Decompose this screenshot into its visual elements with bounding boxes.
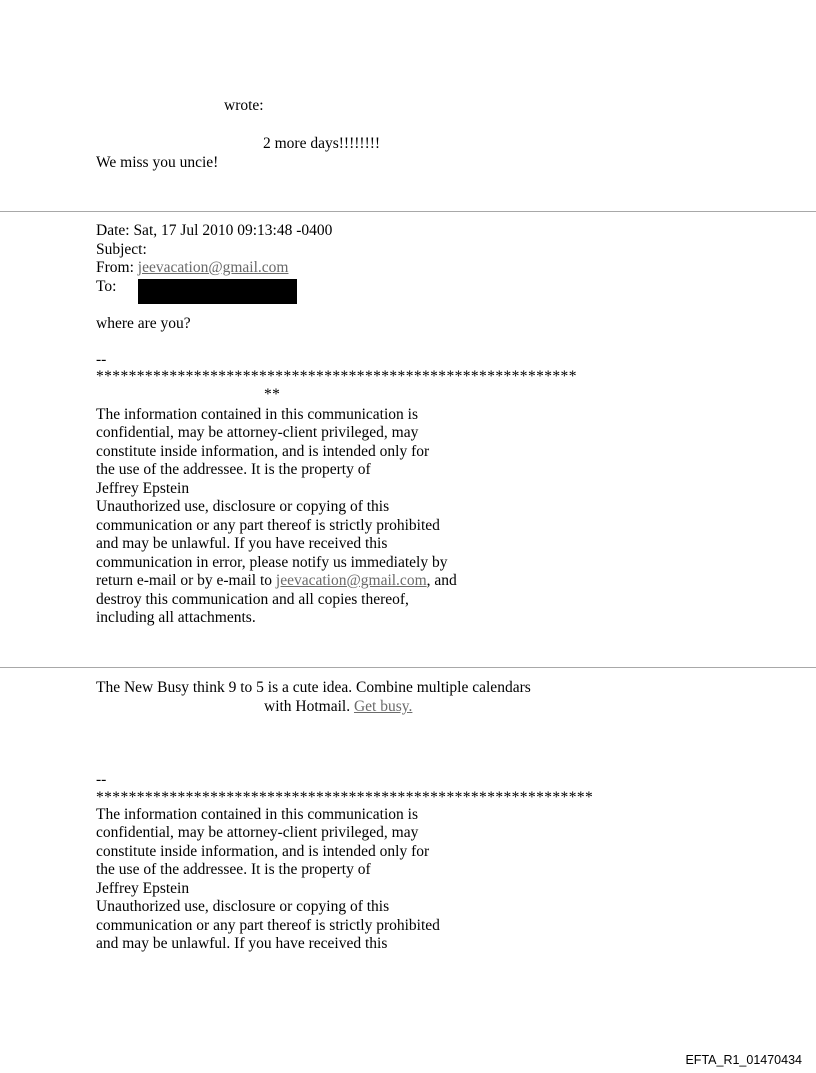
signature-stars-line: ***********************************************************	[96, 367, 577, 385]
ad-line-1: The New Busy think 9 to 5 is a cute idea. Combine multiple calendars	[96, 679, 531, 696]
disclaimer-line: The information contained in this communication is	[96, 805, 418, 823]
disclaimer-line: the use of the addressee. It is the property of	[96, 861, 371, 878]
disclaimer-line: confidential, may be attorney-client privileged, may	[96, 424, 419, 441]
two-more-days-text: 2 more days!!!!!!!!	[263, 135, 381, 152]
from-label: From:	[96, 259, 134, 276]
disclaimer-line: communication in error, please notify us immediately by	[96, 553, 448, 571]
disclaimer-line: communication or any part thereof is strictly prohibited	[96, 916, 440, 934]
disclaimer-line: and may be unlawful. If you have received this	[96, 935, 388, 952]
disclaimer-line: Unauthorized use, disclosure or copying of this	[96, 498, 390, 515]
disclaimer-line: including all attachments.	[96, 609, 256, 626]
signature-stars-short: **	[264, 385, 281, 403]
divider-bottom	[0, 667, 816, 668]
disclaimer-line: Jeffrey Epstein	[96, 879, 190, 897]
disclaimer-line: Unauthorized use, disclosure or copying of this	[96, 898, 390, 915]
disclaimer-return-line	[96, 572, 696, 591]
return-prefix: return e-mail or by e-mail to	[96, 572, 276, 589]
date-line: Date: Sat, 17 Jul 2010 09:13:48 -0400	[96, 222, 333, 239]
signature-stars-line: *************************************************************	[96, 788, 594, 806]
signature-dashes: --	[96, 351, 107, 368]
signature-dashes: --	[96, 771, 107, 788]
disclaimer-line: communication or any part thereof is strictly prohibited	[96, 516, 440, 534]
disclaimer-line: constitute inside information, and is intended only for	[96, 442, 430, 460]
message-body: where are you?	[96, 315, 191, 332]
disclaimer-line: destroy this communication and all copies thereof,	[96, 590, 409, 608]
bates-number: EFTA_R1_01470434	[685, 1053, 802, 1067]
wrote-label: wrote:	[224, 97, 264, 114]
return-suffix: , and	[426, 572, 457, 589]
from-line	[96, 259, 696, 278]
signature-block-1	[96, 351, 696, 628]
signature-block-2	[96, 771, 696, 954]
disclaimer-line: confidential, may be attorney-client privileged, may	[96, 824, 419, 841]
disclaimer-line: the use of the addressee. It is the property of	[96, 461, 371, 478]
to-label: To:	[96, 277, 117, 295]
subject-line: Subject:	[96, 240, 147, 258]
ad-line-2-text: with Hotmail.	[264, 698, 351, 715]
miss-you-text: We miss you uncie!	[96, 154, 219, 171]
ad-line-2	[264, 698, 412, 717]
redaction-box	[138, 279, 297, 304]
get-busy-link[interactable]: Get busy.	[353, 698, 413, 715]
return-email-link[interactable]: jeevacation@gmail.com	[275, 572, 427, 589]
disclaimer-line: constitute inside information, and is intended only for	[96, 842, 430, 860]
disclaimer-line: The information contained in this communication is	[96, 405, 418, 423]
disclaimer-line: Jeffrey Epstein	[96, 479, 190, 497]
disclaimer-line: and may be unlawful. If you have received this	[96, 535, 388, 552]
divider-top	[0, 211, 816, 212]
from-email-link[interactable]: jeevacation@gmail.com	[137, 259, 289, 276]
